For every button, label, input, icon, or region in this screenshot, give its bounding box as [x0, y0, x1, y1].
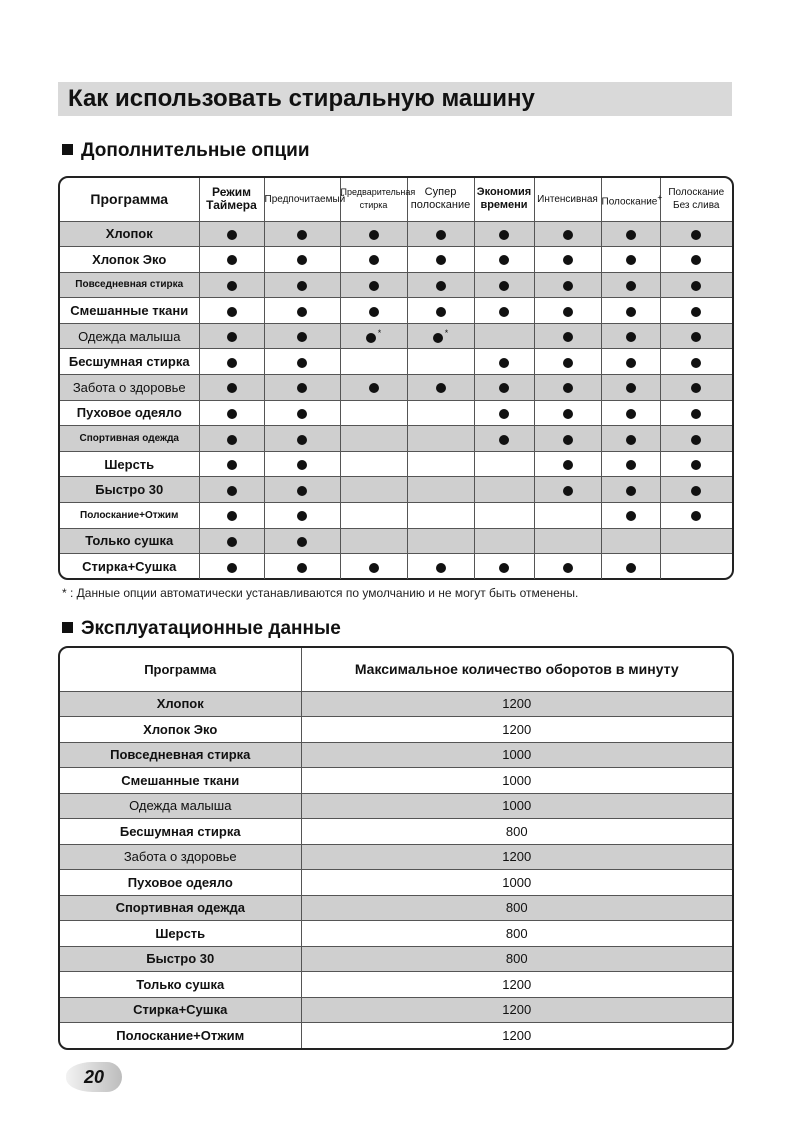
program-name: Хлопок Эко	[60, 247, 199, 273]
available-dot-icon	[563, 383, 573, 393]
available-dot-icon	[563, 460, 573, 470]
program-name: Хлопок	[60, 691, 301, 717]
program-name: Пуховое одеяло	[60, 400, 199, 426]
available-dot-icon	[436, 255, 446, 265]
program-name: Быстро 30	[60, 477, 199, 503]
option-cell	[534, 375, 601, 401]
option-cell	[660, 528, 732, 554]
option-cell	[407, 477, 474, 503]
option-cell	[601, 503, 660, 529]
option-cell	[199, 554, 264, 580]
option-cell	[407, 554, 474, 580]
option-cell	[660, 323, 732, 349]
available-dot-icon	[369, 230, 379, 240]
option-cell	[340, 323, 407, 349]
available-dot-icon	[227, 460, 237, 470]
option-cell	[534, 426, 601, 452]
option-cell	[660, 451, 732, 477]
option-cell	[340, 554, 407, 580]
option-cell	[264, 298, 340, 324]
available-dot-icon	[227, 307, 237, 317]
program-name: Только сушка	[60, 528, 199, 554]
option-cell	[407, 400, 474, 426]
option-cell	[601, 528, 660, 554]
spec-row	[60, 793, 732, 819]
options-row	[60, 221, 732, 247]
option-cell	[264, 554, 340, 580]
option-cell	[340, 503, 407, 529]
option-cell	[340, 400, 407, 426]
available-dot-icon	[436, 383, 446, 393]
available-dot-icon	[227, 563, 237, 573]
option-cell	[199, 503, 264, 529]
available-dot-icon	[297, 281, 307, 291]
option-cell	[660, 221, 732, 247]
available-dot-icon	[563, 358, 573, 368]
spec-row	[60, 844, 732, 870]
program-name: Полоскание+Отжим	[60, 503, 199, 529]
available-dot-icon	[227, 537, 237, 547]
rpm-value: 1000	[301, 768, 732, 794]
available-dot-icon	[297, 563, 307, 573]
option-cell	[264, 451, 340, 477]
program-name: Забота о здоровье	[60, 844, 301, 870]
option-cell	[601, 298, 660, 324]
rpm-value: 1200	[301, 972, 732, 998]
option-cell	[199, 477, 264, 503]
available-dot-icon	[499, 435, 509, 445]
option-cell	[474, 221, 534, 247]
available-dot-icon	[499, 307, 509, 317]
available-dot-icon	[691, 281, 701, 291]
spec-row	[60, 972, 732, 998]
col-header: Программа	[60, 178, 199, 221]
option-cell	[660, 272, 732, 298]
option-cell	[474, 451, 534, 477]
option-cell	[199, 528, 264, 554]
available-dot-icon	[626, 511, 636, 521]
option-cell	[340, 272, 407, 298]
available-dot-icon	[297, 383, 307, 393]
option-cell	[660, 247, 732, 273]
available-dot-icon	[563, 409, 573, 419]
available-dot-icon	[297, 537, 307, 547]
options-row	[60, 503, 732, 529]
options-row	[60, 554, 732, 580]
option-cell	[474, 503, 534, 529]
option-cell	[534, 528, 601, 554]
available-dot-icon	[227, 230, 237, 240]
available-dot-icon	[626, 460, 636, 470]
option-cell	[474, 272, 534, 298]
available-dot-icon	[563, 563, 573, 573]
option-cell	[601, 375, 660, 401]
option-cell	[534, 221, 601, 247]
available-dot-icon	[436, 307, 446, 317]
available-dot-icon	[563, 307, 573, 317]
program-name: Смешанные ткани	[60, 768, 301, 794]
available-dot-icon	[626, 358, 636, 368]
option-cell	[534, 323, 601, 349]
available-dot-icon	[626, 332, 636, 342]
options-row	[60, 247, 732, 273]
option-cell	[474, 528, 534, 554]
option-cell	[199, 400, 264, 426]
available-dot-icon	[499, 281, 509, 291]
available-dot-icon	[499, 563, 509, 573]
square-bullet-icon	[62, 144, 73, 155]
col-header: Интенсивная	[534, 178, 601, 221]
option-cell	[601, 247, 660, 273]
option-cell	[660, 477, 732, 503]
available-dot-icon	[626, 281, 636, 291]
default-asterisk: *	[444, 327, 449, 338]
superscript-mark: +	[657, 191, 663, 202]
option-cell	[474, 298, 534, 324]
option-cell	[199, 451, 264, 477]
rpm-value: 1200	[301, 717, 732, 743]
available-dot-icon	[297, 409, 307, 419]
option-cell	[534, 400, 601, 426]
program-name: Шерсть	[60, 451, 199, 477]
page-number: 20	[66, 1062, 122, 1092]
option-cell	[407, 298, 474, 324]
option-cell	[264, 528, 340, 554]
option-cell	[340, 221, 407, 247]
program-name: Стирка+Сушка	[60, 554, 199, 580]
option-cell	[340, 349, 407, 375]
spec-row	[60, 691, 732, 717]
rpm-value: 1000	[301, 870, 732, 896]
option-cell	[407, 528, 474, 554]
col-header: Предварительная стирка	[340, 178, 407, 221]
program-name: Повседневная стирка	[60, 742, 301, 768]
options-row	[60, 477, 732, 503]
program-name: Одежда малыша	[60, 793, 301, 819]
program-name: Спортивная одежда	[60, 426, 199, 452]
option-cell	[264, 503, 340, 529]
option-cell	[534, 349, 601, 375]
available-dot-icon	[691, 511, 701, 521]
program-name: Пуховое одеяло	[60, 870, 301, 896]
options-row	[60, 298, 732, 324]
available-dot-icon	[297, 486, 307, 496]
available-dot-icon	[369, 307, 379, 317]
options-row	[60, 426, 732, 452]
available-dot-icon	[369, 383, 379, 393]
col-header: Супер полоскание	[407, 178, 474, 221]
option-cell	[340, 528, 407, 554]
option-cell	[601, 349, 660, 375]
spec-header-row	[60, 648, 732, 691]
available-dot-icon	[626, 563, 636, 573]
program-name: Хлопок	[60, 221, 199, 247]
available-dot-icon	[297, 358, 307, 368]
available-dot-icon	[297, 511, 307, 521]
program-name: Повседневная стирка	[60, 272, 199, 298]
option-cell	[407, 221, 474, 247]
available-dot-icon	[691, 435, 701, 445]
option-cell	[660, 400, 732, 426]
option-cell	[601, 400, 660, 426]
option-cell	[264, 221, 340, 247]
options-header-row	[60, 178, 732, 221]
program-name: Быстро 30	[60, 946, 301, 972]
available-dot-icon	[499, 255, 509, 265]
available-dot-icon	[563, 281, 573, 291]
footnote: * : Данные опции автоматически устанавливаются по умолчанию и не могут быть отменены.	[62, 586, 579, 600]
option-cell	[474, 400, 534, 426]
option-cell	[340, 247, 407, 273]
option-cell	[660, 426, 732, 452]
available-dot-icon	[369, 281, 379, 291]
available-dot-icon	[436, 230, 446, 240]
option-cell	[474, 477, 534, 503]
option-cell	[340, 375, 407, 401]
col-header	[601, 178, 663, 221]
option-cell	[534, 451, 601, 477]
options-heading	[62, 138, 310, 164]
col-header-rpm: Максимальное количество оборотов в минуту	[301, 648, 732, 691]
available-dot-icon	[227, 332, 237, 342]
available-dot-icon	[227, 409, 237, 419]
spec-row	[60, 895, 732, 921]
option-cell	[660, 298, 732, 324]
spec-heading	[62, 616, 341, 642]
option-cell	[601, 451, 660, 477]
option-cell	[660, 554, 732, 580]
available-dot-icon	[691, 383, 701, 393]
rpm-value: 800	[301, 895, 732, 921]
col-header: Режим Таймера	[199, 178, 264, 221]
available-dot-icon	[691, 486, 701, 496]
available-dot-icon	[227, 383, 237, 393]
option-cell	[407, 323, 474, 349]
available-dot-icon	[691, 255, 701, 265]
option-cell	[407, 451, 474, 477]
spec-row	[60, 819, 732, 845]
option-cell	[340, 426, 407, 452]
option-cell	[534, 298, 601, 324]
program-name: Забота о здоровье	[60, 375, 199, 401]
rpm-value: 1200	[502, 1028, 532, 1043]
available-dot-icon	[691, 409, 701, 419]
available-dot-icon	[436, 563, 446, 573]
option-cell	[474, 349, 534, 375]
col-header: Экономия времени	[474, 178, 534, 221]
option-cell	[660, 349, 732, 375]
available-dot-icon	[691, 332, 701, 342]
option-cell	[199, 221, 264, 247]
option-cell	[407, 503, 474, 529]
available-dot-icon	[227, 255, 237, 265]
rpm-value: 800	[301, 921, 732, 947]
option-cell	[601, 221, 660, 247]
spec-row	[60, 921, 732, 947]
option-cell	[199, 272, 264, 298]
options-row	[60, 400, 732, 426]
options-row	[60, 528, 732, 554]
program-name: Одежда малыша	[60, 323, 199, 349]
option-cell	[407, 247, 474, 273]
option-cell	[407, 375, 474, 401]
rpm-value: 800	[301, 819, 732, 845]
available-dot-icon	[499, 230, 509, 240]
program-name: Шерсть	[60, 921, 301, 947]
spec-row	[60, 742, 732, 768]
option-cell	[264, 247, 340, 273]
option-cell	[264, 400, 340, 426]
option-cell	[601, 426, 660, 452]
square-bullet-icon	[62, 622, 73, 633]
program-name: Стирка+Сушка	[60, 997, 301, 1023]
option-cell	[340, 477, 407, 503]
spec-row	[60, 1023, 732, 1049]
available-dot-icon	[297, 307, 307, 317]
available-dot-icon	[626, 307, 636, 317]
option-cell	[199, 247, 264, 273]
available-dot-icon	[563, 435, 573, 445]
option-cell	[474, 323, 534, 349]
options-row	[60, 323, 732, 349]
program-name: Спортивная одежда	[60, 895, 301, 921]
available-dot-icon	[691, 307, 701, 317]
available-dot-icon	[297, 230, 307, 240]
col-header-program: Программа	[60, 648, 301, 691]
spec-row	[60, 717, 732, 743]
spec-heading-text: Эксплуатационные данные	[81, 618, 341, 639]
available-dot-icon	[563, 332, 573, 342]
option-cell	[534, 272, 601, 298]
option-cell	[601, 477, 660, 503]
available-dot-icon	[626, 230, 636, 240]
available-dot-icon	[227, 511, 237, 521]
available-dot-icon	[227, 435, 237, 445]
available-dot-icon	[433, 333, 443, 343]
spec-row	[60, 768, 732, 794]
program-name: Только сушка	[60, 972, 301, 998]
option-cell	[474, 375, 534, 401]
option-cell	[534, 247, 601, 273]
available-dot-icon	[499, 383, 509, 393]
available-dot-icon	[227, 486, 237, 496]
option-cell	[264, 323, 340, 349]
available-dot-icon	[369, 255, 379, 265]
available-dot-icon	[436, 281, 446, 291]
available-dot-icon	[297, 255, 307, 265]
rpm-value: 800	[301, 946, 732, 972]
option-cell	[264, 349, 340, 375]
available-dot-icon	[563, 255, 573, 265]
available-dot-icon	[691, 358, 701, 368]
option-cell	[264, 477, 340, 503]
option-cell	[601, 272, 660, 298]
option-cell	[407, 349, 474, 375]
available-dot-icon	[626, 383, 636, 393]
available-dot-icon	[297, 435, 307, 445]
available-dot-icon	[563, 230, 573, 240]
available-dot-icon	[626, 255, 636, 265]
available-dot-icon	[227, 358, 237, 368]
available-dot-icon	[227, 281, 237, 291]
col-header: Предпочитаемый	[264, 178, 340, 221]
available-dot-icon	[626, 409, 636, 419]
option-cell	[264, 272, 340, 298]
option-cell	[340, 298, 407, 324]
option-cell	[199, 349, 264, 375]
options-table	[58, 176, 734, 580]
option-cell	[407, 272, 474, 298]
available-dot-icon	[366, 333, 376, 343]
default-asterisk: *	[377, 327, 382, 338]
spec-row	[60, 870, 732, 896]
rpm-value: 1000	[301, 793, 732, 819]
options-heading-text: Дополнительные опции	[81, 140, 310, 161]
option-cell	[264, 426, 340, 452]
available-dot-icon	[626, 435, 636, 445]
option-cell	[199, 426, 264, 452]
available-dot-icon	[369, 563, 379, 573]
spec-row	[60, 946, 732, 972]
options-row	[60, 272, 732, 298]
option-cell	[534, 554, 601, 580]
page-title: Как использовать стиральную машину	[58, 82, 732, 116]
available-dot-icon	[499, 409, 509, 419]
rpm-value: 1200	[301, 844, 732, 870]
rpm-value: 1200	[301, 691, 732, 717]
option-cell	[474, 247, 534, 273]
col-header: Полоскание Без слива	[660, 178, 732, 221]
available-dot-icon	[691, 460, 701, 470]
spec-table	[58, 646, 734, 1050]
option-cell	[199, 375, 264, 401]
available-dot-icon	[626, 486, 636, 496]
spec-row	[60, 997, 732, 1023]
col-header-text: Полоскание	[601, 195, 658, 207]
option-cell	[474, 554, 534, 580]
option-cell	[199, 298, 264, 324]
option-cell	[534, 503, 601, 529]
available-dot-icon	[297, 332, 307, 342]
option-cell	[264, 375, 340, 401]
options-row	[60, 375, 732, 401]
rpm-value: 1200	[301, 997, 732, 1023]
option-cell	[601, 323, 660, 349]
option-cell	[660, 503, 732, 529]
option-cell	[199, 323, 264, 349]
option-cell	[474, 426, 534, 452]
program-name: Полоскание+Отжим	[60, 1023, 301, 1049]
program-name: Смешанные ткани	[60, 298, 199, 324]
rpm-value: 1000	[301, 742, 732, 768]
option-cell	[601, 554, 660, 580]
available-dot-icon	[297, 460, 307, 470]
program-name: Хлопок Эко	[60, 717, 301, 743]
option-cell	[340, 451, 407, 477]
available-dot-icon	[563, 486, 573, 496]
program-name: Бесшумная стирка	[60, 349, 199, 375]
option-cell	[534, 477, 601, 503]
option-cell	[407, 426, 474, 452]
option-cell	[660, 375, 732, 401]
available-dot-icon	[499, 358, 509, 368]
options-row	[60, 349, 732, 375]
program-name: Бесшумная стирка	[60, 819, 301, 845]
available-dot-icon	[691, 230, 701, 240]
options-row	[60, 451, 732, 477]
